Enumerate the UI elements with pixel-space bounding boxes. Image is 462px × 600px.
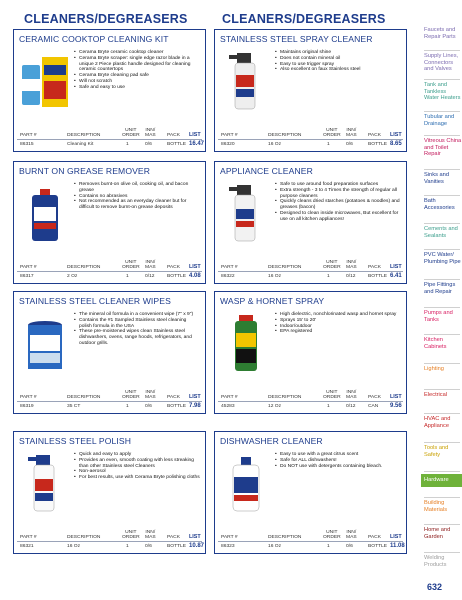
spec-table: [17, 261, 202, 280]
spray-bottle-image: [221, 51, 271, 111]
spec-header-pack: PACK: [368, 395, 381, 400]
sidebar-item-cements-and-sealants[interactable]: Cements and Sealants: [424, 226, 458, 239]
list-price: 11.08: [390, 543, 405, 549]
sidebar-item-lighting[interactable]: Lighting: [424, 366, 444, 372]
spec-table: [17, 391, 202, 410]
spec-pack: BOTTLE: [167, 274, 187, 279]
cooktop-kit-image: [20, 51, 70, 111]
feature-item: • Cerama Bryte ceramic cooktop cleaner: [74, 50, 200, 56]
spec-row: [17, 542, 205, 550]
spec-header-part: PART #: [221, 535, 238, 540]
feature-item: • Cerama Bryte scraper: single edge razor blade in a unique 2 Piece plastic handle designed for cleaning ceramic countertops: [74, 56, 200, 73]
product-card: [13, 431, 206, 554]
spec-header-unit: UNIT ORDER: [122, 530, 140, 540]
spec-header-inn: INN/ MAS: [346, 128, 357, 138]
sidebar-divider: [424, 223, 460, 224]
feature-list: [275, 452, 401, 469]
spec-description: 2 Oz: [67, 274, 78, 279]
feature-item: • Indoor/outdoor: [275, 324, 401, 330]
spec-header-description: DESCRIPTION: [67, 535, 101, 540]
spec-header-description: DESCRIPTION: [67, 133, 101, 138]
feature-item: • Will not scratch: [74, 79, 200, 85]
sidebar-item-pipe-fittings-and-repair[interactable]: Pipe Fittings and Repair: [424, 282, 456, 295]
feature-item: • Removes burnt-on olive oil, cooking oil, and bacon grease: [74, 182, 200, 194]
product-title: STAINLESS STEEL CLEANER WIPES: [19, 296, 171, 306]
spec-description: 16 Oz: [268, 274, 282, 279]
feature-item: • Provides an even, smooth coating with less streaking than other Stainless steel Cleaners: [74, 458, 200, 470]
list-price: 9.56: [390, 403, 402, 409]
spec-pack: BOTTLE: [368, 142, 388, 147]
product-title: BURNT ON GREASE REMOVER: [19, 166, 151, 176]
spec-unit: 1: [126, 404, 129, 409]
spec-description: Cleaning Kit: [67, 142, 94, 147]
spec-row: [218, 542, 403, 550]
feature-item: • Easy to use trigger spray: [275, 62, 401, 68]
sidebar-item-sinks-and-vanities[interactable]: Sinks and Vanities: [424, 172, 449, 185]
sidebar-divider: [424, 471, 460, 472]
spec-unit: 1: [327, 544, 330, 549]
spec-header-unit: UNIT ORDER: [323, 260, 341, 270]
sidebar-divider: [424, 497, 460, 498]
spec-header-pack: PACK: [368, 265, 381, 270]
spec-part: 86320: [221, 142, 235, 147]
spec-header-list: LIST: [189, 394, 201, 400]
spec-header-part: PART #: [221, 133, 238, 138]
sidebar-item-supply-lines-connectors-and-valves[interactable]: Supply Lines, Connectors and Valves: [424, 53, 459, 73]
spec-unit: 1: [327, 142, 330, 147]
sidebar-item-tank-and-tankless-water-heaters[interactable]: Tank and Tankless Water Heaters: [424, 82, 461, 102]
section-title-right: CLEANERS/DEGREASERS: [222, 12, 386, 26]
spec-header-row: [218, 129, 403, 140]
spec-header-pack: PACK: [167, 395, 180, 400]
sidebar-divider: [424, 413, 460, 414]
sidebar-item-vitreous-china-and-toilet-repair[interactable]: Vitreous China and Toilet Repair: [424, 138, 462, 158]
feature-item: • Sprays 15' to 20': [275, 318, 401, 324]
spec-header-inn: INN/ MAS: [346, 260, 357, 270]
spec-header-list: LIST: [189, 132, 201, 138]
feature-item: • Contains no abrasives: [74, 194, 200, 200]
feature-item: • The mineral oil formula in a convenient wipe (7" x 9"): [74, 312, 200, 318]
product-title: DISHWASHER CLEANER: [220, 436, 323, 446]
spec-header-list: LIST: [390, 534, 402, 540]
spec-inn: 0/6: [145, 544, 152, 549]
feature-item: • Safe and easy to use: [74, 85, 200, 91]
spec-inn: 0/12: [346, 274, 356, 279]
feature-item: • Safe for ALL dishwashers!: [275, 458, 401, 464]
spec-unit: 1: [126, 544, 129, 549]
spec-header-pack: PACK: [368, 133, 381, 138]
spec-part: 86323: [221, 544, 235, 549]
spec-description: 35 CT: [67, 404, 81, 409]
list-price: 4.08: [189, 273, 201, 279]
spec-header-description: DESCRIPTION: [268, 535, 302, 540]
list-price: 6.41: [390, 273, 402, 279]
spec-header-inn: INN/ MAS: [346, 390, 357, 400]
product-title: STAINLESS STEEL SPRAY CLEANER: [220, 34, 373, 44]
product-title: APPLIANCE CLEANER: [220, 166, 313, 176]
page-number: 632: [427, 582, 443, 592]
spec-header-unit: UNIT ORDER: [122, 128, 140, 138]
spec-inn: 0/12: [346, 404, 356, 409]
feature-list: [275, 312, 401, 335]
grease-remover-bottle-image: [20, 183, 70, 243]
spec-inn: 0/6: [346, 544, 353, 549]
spec-table: [218, 391, 403, 410]
spec-header-unit: UNIT ORDER: [323, 530, 341, 540]
spec-row: [17, 140, 205, 148]
spec-table: [218, 261, 403, 280]
wasp-spray-can-image: [221, 313, 271, 373]
spec-header-description: DESCRIPTION: [268, 395, 302, 400]
feature-item: • Cerama Bryte cleaning pad safe: [74, 73, 200, 79]
spec-header-row: [17, 531, 202, 542]
spec-header-row: [17, 391, 202, 402]
product-title: STAINLESS STEEL POLISH: [19, 436, 132, 446]
spec-unit: 1: [327, 274, 330, 279]
sidebar-item-kitchen-cabinets[interactable]: Kitchen Cabinets: [424, 337, 447, 350]
sidebar-divider: [424, 79, 460, 80]
spec-row: [218, 140, 403, 148]
category-sidebar: [421, 0, 462, 600]
wipes-canister-image: [20, 313, 70, 373]
sidebar-item-building-materials[interactable]: Building Materials: [424, 500, 448, 513]
sidebar-divider: [424, 363, 460, 364]
spec-header-inn: INN/ MAS: [145, 390, 156, 400]
sidebar-divider: [424, 111, 460, 112]
product-card: [214, 29, 407, 152]
sidebar-item-pumps-and-tanks[interactable]: Pumps and Tanks: [424, 310, 453, 323]
spec-header-description: DESCRIPTION: [67, 395, 101, 400]
spec-row: [17, 272, 202, 280]
sidebar-item-home-and-garden[interactable]: Home and Garden: [424, 527, 451, 540]
product-card: [13, 291, 206, 414]
spec-header-part: PART #: [20, 133, 37, 138]
feature-item: • Do NOT use with detergents containing bleach.: [275, 464, 401, 470]
dishwasher-cleaner-bottle-image: [221, 453, 271, 513]
feature-list: [74, 182, 200, 211]
spec-pack: BOTTLE: [167, 404, 187, 409]
product-title: WASP & HORNET SPRAY: [220, 296, 325, 306]
spec-table: [218, 531, 403, 550]
sidebar-divider: [424, 389, 460, 390]
feature-item: • Extra strength - 3 to 4 Times the strength of regular all purpose cleaners: [275, 188, 401, 200]
spec-description: 12 Oz: [268, 404, 282, 409]
spec-header-part: PART #: [221, 395, 238, 400]
spec-pack: BOTTLE: [368, 544, 388, 549]
sidebar-divider: [424, 50, 460, 51]
list-price: 16.47: [189, 141, 205, 147]
sidebar-divider: [424, 552, 460, 553]
spec-header-unit: UNIT ORDER: [323, 390, 341, 400]
spec-header-part: PART #: [20, 535, 37, 540]
polish-bottle-image: [20, 453, 70, 513]
section-title-left: CLEANERS/DEGREASERS: [24, 12, 188, 26]
spec-header-list: LIST: [390, 264, 402, 270]
sidebar-item-faucets-and-repair-parts[interactable]: Faucets and Repair Parts: [424, 27, 456, 40]
feature-item: • Designed to clean inside microwaves, But excellent for use on all kitchen appliances!: [275, 211, 401, 223]
spec-header-pack: PACK: [167, 535, 180, 540]
spec-header-row: [17, 129, 202, 140]
spec-part: 86321: [20, 544, 34, 549]
spec-row: [218, 402, 403, 410]
sidebar-item-hardware[interactable]: Hardware: [421, 474, 462, 487]
sidebar-item-tools-and-safety[interactable]: Tools and Safety: [424, 445, 449, 458]
spec-part: 86317: [20, 274, 34, 279]
spec-part: 86315: [20, 142, 34, 147]
spec-unit: 1: [126, 274, 129, 279]
spec-header-row: [218, 261, 403, 272]
spec-header-pack: PACK: [167, 133, 180, 138]
spec-table: [17, 128, 205, 148]
spec-part: 86322: [221, 274, 235, 279]
spec-description: 16 Oz: [268, 544, 282, 549]
feature-item: • Not recommended as an everyday cleaner but for difficult to remove burnt-on grease deposits: [74, 199, 200, 211]
spec-pack: BOTTLE: [167, 544, 187, 549]
spec-pack: BOTTLE: [368, 274, 388, 279]
sidebar-divider: [424, 524, 460, 525]
spec-header-pack: PACK: [368, 535, 381, 540]
feature-list: [74, 452, 200, 481]
spec-header-description: DESCRIPTION: [67, 265, 101, 270]
sidebar-divider: [424, 334, 460, 335]
feature-list: [275, 50, 401, 73]
feature-item: • Non-aerosol: [74, 469, 200, 475]
sidebar-item-bath-accessories[interactable]: Bath Accessories: [424, 198, 455, 211]
spec-header-list: LIST: [189, 534, 201, 540]
list-price: 7.98: [189, 403, 201, 409]
spec-part: 45283: [221, 404, 235, 409]
appliance-cleaner-bottle-image: [221, 183, 271, 243]
feature-item: • Quick and easy to apply: [74, 452, 200, 458]
feature-item: • Quickly cleans dried starches (potatoes & noodles) and greases (bacon): [275, 199, 401, 211]
sidebar-item-welding-products[interactable]: Welding Products: [424, 555, 447, 568]
sidebar-divider: [424, 195, 460, 196]
spec-row: [17, 402, 202, 410]
spec-row: [218, 272, 403, 280]
sidebar-divider: [424, 307, 460, 308]
spec-header-list: LIST: [189, 264, 201, 270]
spec-header-unit: UNIT ORDER: [122, 260, 140, 270]
spec-pack: BOTTLE: [167, 142, 187, 147]
product-card: [13, 29, 206, 152]
list-price: 8.65: [390, 141, 402, 147]
product-card: [214, 431, 407, 554]
spec-table: [218, 129, 403, 148]
spec-inn: 0/6: [145, 404, 152, 409]
spec-header-inn: INN/ MAS: [145, 128, 156, 138]
spec-description: 16 Oz: [67, 544, 81, 549]
spec-pack: CAN: [368, 404, 379, 409]
feature-item: • Safe to use around food preparation surfaces: [275, 182, 401, 188]
spec-header-pack: PACK: [167, 265, 180, 270]
spec-header-row: [218, 531, 403, 542]
sidebar-divider: [424, 135, 460, 136]
feature-item: • EPA registered: [275, 329, 401, 335]
spec-header-list: LIST: [390, 394, 402, 400]
spec-inn: 0/12: [145, 274, 155, 279]
spec-inn: 0/6: [145, 142, 152, 147]
feature-item: • Also excellent on faux Stainless steel: [275, 67, 401, 73]
product-title: CERAMIC COOKTOP CLEANING KIT: [19, 34, 169, 44]
sidebar-item-electrical[interactable]: Electrical: [424, 392, 448, 398]
feature-item: • For best results, use with Cerama Bryte polishing cloths: [74, 475, 200, 481]
spec-header-inn: INN/ MAS: [145, 530, 156, 540]
spec-unit: 1: [327, 404, 330, 409]
spec-header-unit: UNIT ORDER: [323, 128, 341, 138]
list-price: 10.87: [189, 543, 205, 549]
spec-part: 86319: [20, 404, 34, 409]
spec-header-inn: INN/ MAS: [145, 260, 156, 270]
sidebar-divider: [424, 279, 460, 280]
feature-item: • Maintains original shine: [275, 50, 401, 56]
product-card: [214, 161, 407, 284]
spec-inn: 0/6: [346, 142, 353, 147]
feature-item: • High dielectric, nonchlorinated wasp and hornet spray: [275, 312, 401, 318]
feature-list: [74, 50, 200, 91]
spec-header-list: LIST: [390, 132, 402, 138]
spec-header-unit: UNIT ORDER: [122, 390, 140, 400]
feature-list: [275, 182, 401, 223]
spec-header-description: DESCRIPTION: [268, 265, 302, 270]
spec-header-row: [17, 261, 202, 272]
spec-header-part: PART #: [221, 265, 238, 270]
feature-list: [74, 312, 200, 347]
sidebar-divider: [424, 169, 460, 170]
feature-item: • Easy to use with a great citrus scent: [275, 452, 401, 458]
sidebar-divider: [424, 249, 460, 250]
spec-header-row: [218, 391, 403, 402]
spec-description: 16 Oz: [268, 142, 282, 147]
feature-item: • Does not contain mineral oil: [275, 56, 401, 62]
spec-header-inn: INN/ MAS: [346, 530, 357, 540]
product-card: [214, 291, 407, 414]
feature-item: • Contains the #1 Sampled Stainless steel cleaning polish formula in the USA: [74, 318, 200, 330]
spec-header-description: DESCRIPTION: [268, 133, 302, 138]
spec-unit: 1: [126, 142, 129, 147]
spec-header-part: PART #: [20, 265, 37, 270]
spec-header-part: PART #: [20, 395, 37, 400]
spec-table: [17, 530, 205, 550]
product-card: [13, 161, 206, 284]
sidebar-item-hvac-and-appliance[interactable]: HVAC and Appliance: [424, 416, 451, 429]
feature-item: • These pre-moistened wipes clean Stainless steel dishwashers, ovens, range hoods, refrigerators, and outdoor grills.: [74, 329, 200, 346]
sidebar-divider: [424, 442, 460, 443]
sidebar-item-pvc-water-plumbing-pipe[interactable]: PVC Water/ Plumbing Pipe: [424, 252, 461, 265]
sidebar-item-tubular-and-drainage[interactable]: Tubular and Drainage: [424, 114, 455, 127]
